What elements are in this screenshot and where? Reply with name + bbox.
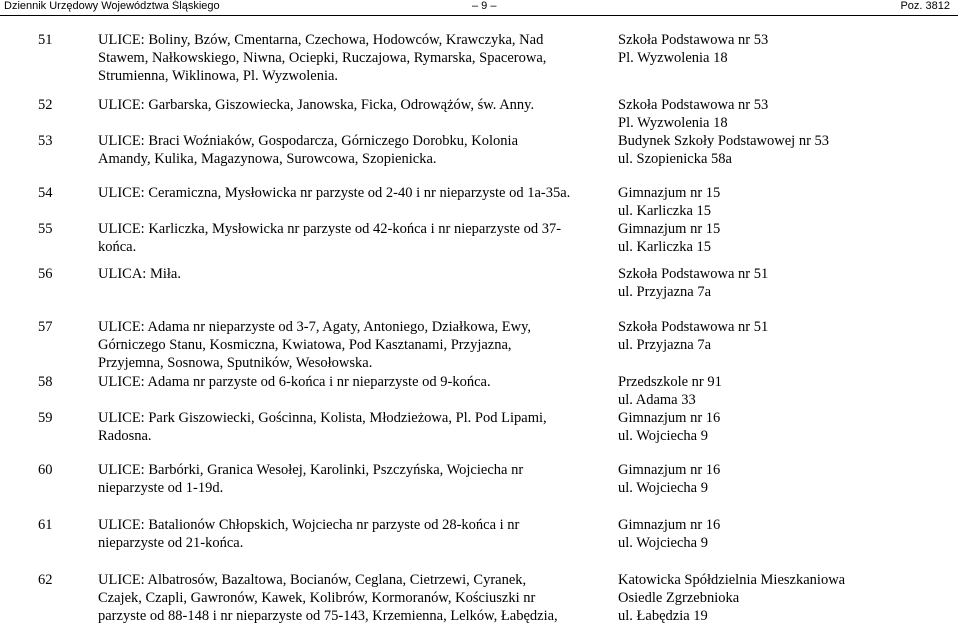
address-line: Gimnazjum nr 16 — [618, 462, 721, 478]
streets-description — [98, 571, 598, 625]
address-line: Budynek Szkoły Podstawowej nr 53 — [618, 133, 830, 149]
address-line: ul. Karliczka 15 — [618, 203, 712, 219]
address-line: ul. Wojciecha 9 — [618, 535, 708, 551]
row-number: 61 — [38, 517, 53, 533]
streets-line: Przyjemna, Sosnowa, Sputników, Wesołowska. — [98, 355, 373, 371]
streets-description — [98, 461, 598, 497]
streets-description — [98, 409, 598, 445]
streets-line: Radosna. — [98, 428, 152, 444]
row-number: 52 — [38, 97, 53, 113]
polling-station-address — [618, 184, 948, 220]
streets-description — [98, 31, 598, 85]
address-line: Katowicka Spółdzielnia Mieszkaniowa — [618, 572, 846, 588]
streets-line: ULICE: Barbórki, Granica Wesołej, Karolinki, Pszczyńska, Wojciecha nr — [98, 462, 524, 478]
streets-line: ULICE: Garbarska, Giszowiecka, Janowska, Ficka, Odrowążów, św. Anny. — [98, 97, 535, 113]
polling-station-address — [618, 265, 948, 301]
address-line: Pl. Wyzwolenia 18 — [618, 115, 728, 131]
streets-line: Czajek, Czapli, Gawronów, Kawek, Kolibrów, Kormoranów, Kościuszki nr — [98, 590, 536, 606]
streets-line: ULICA: Miła. — [98, 266, 181, 282]
row-number: 60 — [38, 462, 53, 478]
address-line: ul. Łabędzia 19 — [618, 608, 708, 624]
streets-description — [98, 184, 598, 202]
streets-line: parzyste od 88-148 i nr nieparzyste od 75-143, Krzemienna, Lelków, Łabędzia, — [98, 608, 558, 624]
address-line: Szkoła Podstawowa nr 51 — [618, 319, 769, 335]
streets-line: nieparzyste od 21-końca. — [98, 535, 244, 551]
address-line: ul. Przyjazna 7a — [618, 337, 712, 353]
streets-description — [98, 220, 598, 256]
address-line: ul. Wojciecha 9 — [618, 480, 708, 496]
streets-line: Stawem, Nałkowskiego, Niwna, Ociepki, Ruczajowa, Rymarska, Spacerowa, — [98, 50, 547, 66]
streets-description — [98, 318, 598, 372]
item-number: Poz. 3812 — [900, 0, 950, 12]
streets-line: ULICE: Adama nr parzyste od 6-końca i nr nieparzyste od 9-końca. — [98, 374, 491, 390]
streets-line: ULICE: Braci Woźniaków, Gospodarcza, Górniczego Dorobku, Kolonia — [98, 133, 519, 149]
address-line: ul. Adama 33 — [618, 392, 696, 408]
polling-station-address — [618, 318, 948, 354]
address-line: Gimnazjum nr 15 — [618, 221, 721, 237]
streets-line: Strumienna, Wiklinowa, Pl. Wyzwolenia. — [98, 68, 339, 84]
journal-title: Dziennik Urzędowy Województwa Śląskiego — [4, 0, 220, 12]
address-line: Przedszkole nr 91 — [618, 374, 722, 390]
row-number: 53 — [38, 133, 53, 149]
polling-station-address — [618, 132, 948, 168]
row-number: 56 — [38, 266, 53, 282]
address-line: Gimnazjum nr 15 — [618, 185, 721, 201]
streets-line: ULICE: Boliny, Bzów, Cmentarna, Czechowa, Hodowców, Krawczyka, Nad — [98, 32, 544, 48]
row-number: 62 — [38, 572, 53, 588]
address-line: Pl. Wyzwolenia 18 — [618, 50, 728, 66]
polling-station-address — [618, 409, 948, 445]
streets-line: ULICE: Albatrosów, Bazaltowa, Bocianów, Ceglana, Cietrzewi, Cyranek, — [98, 572, 527, 588]
polling-station-address — [618, 96, 948, 132]
streets-line: końca. — [98, 239, 137, 255]
address-line: ul. Wojciecha 9 — [618, 428, 708, 444]
address-line: ul. Przyjazna 7a — [618, 284, 712, 300]
address-line: Szkoła Podstawowa nr 53 — [618, 97, 769, 113]
address-line: ul. Szopienicka 58a — [618, 151, 732, 167]
streets-line: ULICE: Adama nr nieparzyste od 3-7, Agaty, Antoniego, Działkowa, Ewy, — [98, 319, 532, 335]
row-number: 59 — [38, 410, 53, 426]
streets-line: Amandy, Kulika, Magazynowa, Surowcowa, Szopienicka. — [98, 151, 437, 167]
polling-station-address — [618, 516, 948, 552]
streets-line: ULICE: Karliczka, Mysłowicka nr parzyste od 42-końca i nr nieparzyste od 37- — [98, 221, 562, 237]
address-line: Szkoła Podstawowa nr 53 — [618, 32, 769, 48]
streets-line: ULICE: Batalionów Chłopskich, Wojciecha nr parzyste od 28-końca i nr — [98, 517, 520, 533]
address-line: Gimnazjum nr 16 — [618, 517, 721, 533]
address-line: Szkoła Podstawowa nr 51 — [618, 266, 769, 282]
address-line: ul. Karliczka 15 — [618, 239, 712, 255]
streets-line: ULICE: Park Giszowiecki, Gościnna, Kolista, Młodzieżowa, Pl. Pod Lipami, — [98, 410, 547, 426]
row-number: 58 — [38, 374, 53, 390]
page-number: – 9 – — [472, 0, 497, 12]
streets-description — [98, 132, 598, 168]
row-number: 54 — [38, 185, 53, 201]
polling-station-address — [618, 571, 948, 625]
row-number: 55 — [38, 221, 53, 237]
row-number: 57 — [38, 319, 53, 335]
polling-station-address — [618, 373, 948, 409]
row-number: 51 — [38, 32, 53, 48]
polling-station-address — [618, 220, 948, 256]
address-line: Gimnazjum nr 16 — [618, 410, 721, 426]
polling-station-address — [618, 31, 948, 67]
streets-line: Górniczego Stanu, Kosmiczna, Kwiatowa, Pod Kasztanami, Przyjazna, — [98, 337, 512, 353]
streets-line: ULICE: Ceramiczna, Mysłowicka nr parzyste od 2-40 i nr nieparzyste od 1a-35a. — [98, 185, 571, 201]
streets-line: nieparzyste od 1-19d. — [98, 480, 224, 496]
streets-description — [98, 96, 598, 114]
polling-station-address — [618, 461, 948, 497]
streets-description — [98, 516, 598, 552]
streets-description — [98, 265, 598, 283]
address-line: Osiedle Zgrzebnioka — [618, 590, 740, 606]
streets-description — [98, 373, 598, 391]
